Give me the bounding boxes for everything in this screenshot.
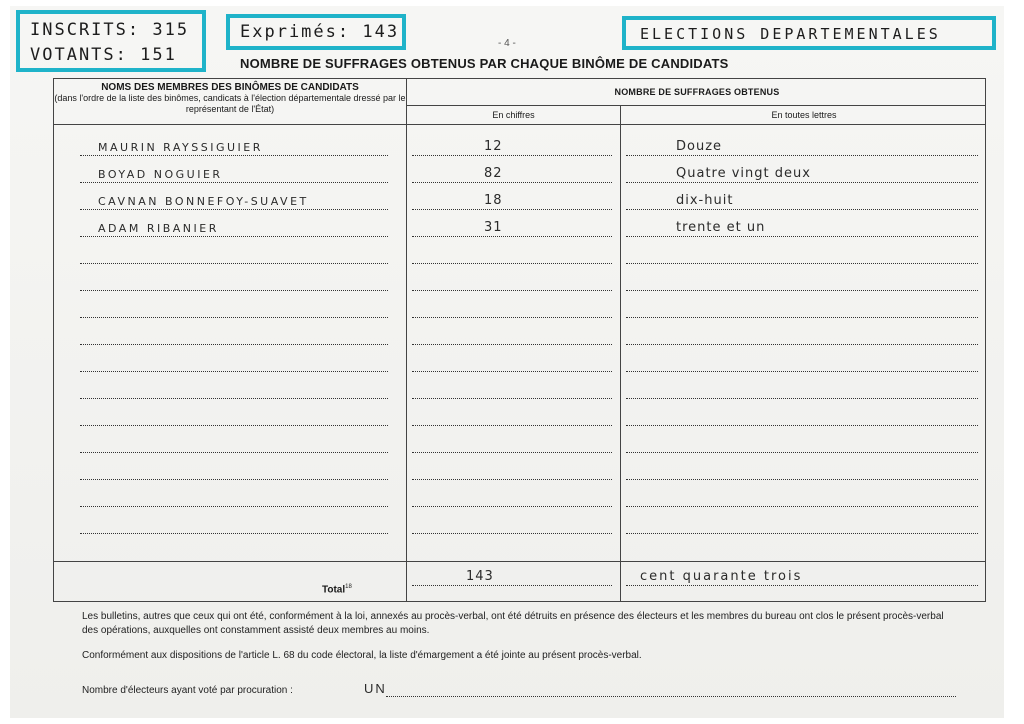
footer-paragraph-2: Conformément aux dispositions de l'article L. 68 du code électoral, la liste d'émargement a été jointe au présent procès-verbal.: [82, 650, 642, 661]
dotted-line: [626, 398, 978, 399]
dotted-line: [626, 236, 978, 237]
dotted-line: [80, 371, 388, 372]
dotted-line: [412, 263, 612, 264]
dotted-line: [626, 452, 978, 453]
table-row: [54, 515, 987, 537]
dotted-line: [412, 506, 612, 507]
dotted-line: [412, 182, 612, 183]
dotted-line: [412, 452, 612, 453]
dotted-line: [80, 317, 388, 318]
dotted-line: [80, 344, 388, 345]
dotted-line: [412, 425, 612, 426]
dotted-line: [80, 290, 388, 291]
dotted-line: [626, 155, 978, 156]
table-row: [54, 407, 987, 429]
dotted-line: [626, 533, 978, 534]
dotted-line: [412, 398, 612, 399]
dotted-line: [80, 209, 388, 210]
footer-paragraph-1: Les bulletins, autres que ceux qui ont été, conformément à la loi, annexés au procès-verbal, ont été détruits en présence des électeurs et les membres du bureau ont clos le présent procès-verbal des opérations, auxquelles ont constamment assisté deux membres au moins.: [82, 611, 944, 636]
total-label: Total$^{18}$: [322, 584, 352, 596]
table-row: [54, 218, 987, 240]
dotted-line: [412, 317, 612, 318]
dotted-line: [80, 155, 388, 156]
names-column-subtitle: (dans l'ordre de la liste des binômes, candicats à l'élection départementale dressé par le représentant de l'État): [54, 93, 406, 114]
table-row: [54, 434, 987, 456]
dotted-line: [80, 506, 388, 507]
row-chiffres: 31: [484, 220, 503, 235]
results-table: [53, 78, 986, 602]
dotted-line: [80, 425, 388, 426]
table-row: [54, 299, 987, 321]
total-chiffres: 143: [466, 569, 494, 584]
dotted-line: [80, 263, 388, 264]
table-row: [54, 137, 987, 159]
row-chiffres: 82: [484, 166, 503, 181]
dotted-line: [626, 182, 978, 183]
votants-annotation: VOTANTS: 151: [30, 45, 177, 65]
row-chiffres: 18: [484, 193, 503, 208]
dotted-line: [412, 236, 612, 237]
dotted-line: [626, 479, 978, 480]
total-lettres: cent quarante trois: [640, 569, 803, 584]
page-heading: NOMBRE DE SUFFRAGES OBTENUS PAR CHAQUE BINÔME DE CANDIDATS: [240, 56, 729, 71]
exprimes-annotation-box: [226, 14, 406, 50]
annotation-counts-box: [16, 10, 206, 72]
table-row: [54, 353, 987, 375]
suffrages-header: NOMBRE DE SUFFRAGES OBTENUS: [614, 87, 780, 97]
row-lettres: Douze: [676, 139, 723, 154]
row-names: CAVNAN BONNEFOY-SUAVET: [98, 195, 309, 208]
row-names: ADAM RIBANIER: [98, 222, 219, 235]
chiffres-column-header: En chiffres: [492, 110, 535, 120]
procuration-value: UN: [364, 681, 387, 696]
dotted-line: [626, 344, 978, 345]
total-footnote: 18: [345, 584, 352, 590]
dotted-line: [412, 209, 612, 210]
lettres-column-header: En toutes lettres: [771, 110, 837, 120]
row-chiffres: 12: [484, 139, 503, 154]
names-column-header: [54, 79, 406, 124]
exprimes-annotation: Exprimés: 143: [240, 22, 400, 42]
names-column-title: NOMS DES MEMBRES DES BINÔMES DE CANDIDATS: [101, 82, 359, 93]
dotted-line: [80, 398, 388, 399]
elections-annotation: ELECTIONS DEPARTEMENTALES: [640, 25, 941, 43]
dotted-line: [412, 533, 612, 534]
dotted-line: [626, 263, 978, 264]
elections-annotation-box: [622, 16, 996, 50]
inscrits-annotation: INSCRITS: 315: [30, 20, 190, 40]
row-lettres: Quatre vingt deux: [676, 166, 811, 181]
dotted-line: [412, 290, 612, 291]
dotted-line: [412, 585, 612, 586]
dotted-line: [412, 371, 612, 372]
header-divider: [54, 124, 985, 125]
row-lettres: dix-huit: [676, 193, 734, 208]
dotted-line: [626, 317, 978, 318]
dotted-line: [626, 425, 978, 426]
page-number: - 4 -: [498, 38, 516, 49]
total-divider: [54, 561, 985, 562]
dotted-line: [626, 209, 978, 210]
dotted-line: [80, 182, 388, 183]
row-lettres: trente et un: [676, 220, 766, 235]
dotted-line: [80, 479, 388, 480]
dotted-line: [626, 371, 978, 372]
dotted-line: [412, 479, 612, 480]
dotted-line: [412, 344, 612, 345]
table-row: [54, 380, 987, 402]
table-row: [54, 461, 987, 483]
procuration-label: Nombre d'électeurs ayant voté par procuration :: [82, 685, 293, 696]
dotted-line: [412, 155, 612, 156]
dotted-line: [386, 696, 956, 697]
table-row: [54, 326, 987, 348]
dotted-line: [626, 506, 978, 507]
table-row: [54, 488, 987, 510]
table-row: [54, 245, 987, 267]
dotted-line: [80, 236, 388, 237]
dotted-line: [80, 452, 388, 453]
total-row: [54, 567, 987, 589]
dotted-line: [626, 290, 978, 291]
dotted-line: [80, 533, 388, 534]
row-names: BOYAD NOGUIER: [98, 168, 223, 181]
table-row: [54, 272, 987, 294]
table-row: [54, 191, 987, 213]
row-names: MAURIN RAYSSIGUIER: [98, 141, 263, 154]
dotted-line: [626, 585, 978, 586]
table-row: [54, 164, 987, 186]
